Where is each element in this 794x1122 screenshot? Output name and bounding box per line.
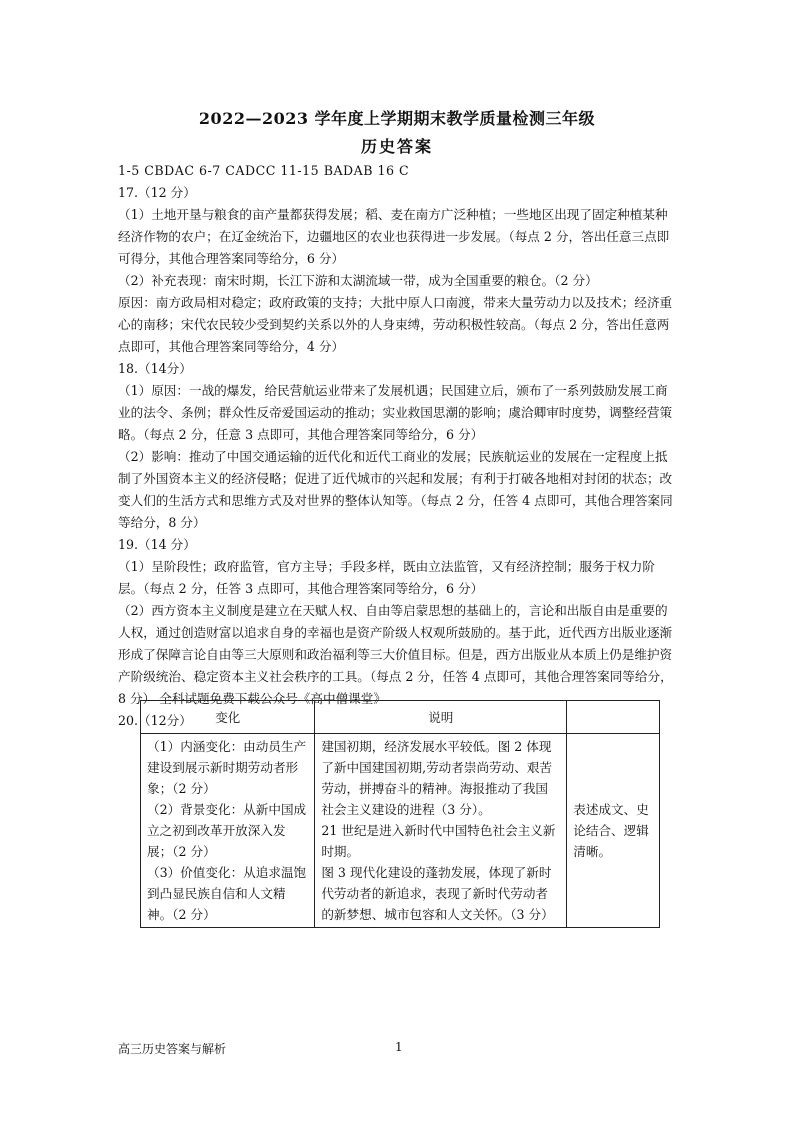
- q19-part2-text: （2）西方资本主义制度是建立在天赋人权、自由等启蒙思想的基础上的，言论和出版自由是重要的人权，通过创造财富以追求自身的幸福也是资产阶级人权观所鼓励的。基于此，近代西方出版业逐渐形成了保障言论自由等三大原则和政治福利等三大价值目标。但是，西方出版业从本质上仍是维护资产阶级统治、稳定资本主义社会秩序的工具。（每点 2 分，任答 4 点即可，其他合理答案同等给分，8 分）: [118, 603, 673, 706]
- page-title: 2022—2023 学年度上学期期末教学质量检测三年级: [198, 109, 596, 128]
- table-header-row: [141, 701, 660, 734]
- table-row: [141, 734, 660, 928]
- table-cell-criteria: 表述成文、史论结合、逻辑清晰。: [567, 734, 660, 928]
- explanation-item-1: 建国初期，经济发展水平较低。图 2 体现了新中国建国初期,劳动者崇尚劳动、艰苦劳动，拼搏奋斗的精神。海报推动了我国社会主义建设的进程（3 分）。: [321, 739, 553, 817]
- table-cell-changes: [141, 734, 315, 928]
- explanation-item-3: 图 3 现代化建设的蓬勃发展，体现了新时代劳动者的新追求，表现了新时代劳动者的新梦想、城市包容和人文关怀。（3 分）: [321, 865, 554, 922]
- q18-part2: （2）影响：推动了中国交通运输的近代化和近代工商业的发展；民族航运业的发展在一定程度上抵制了外国资本主义的经济侵略；促进了近代城市的兴起和发展；有利于打破各地相对封闭的状态；改变人们的生活方式和思维方式及对世界的整体认知等。（每点 2 分，任答 4 点即可，其他合理答案同等给分，8 分）: [118, 449, 673, 530]
- q19-part1: （1）呈阶段性；政府监管，官方主导；手段多样，既由立法监管，又有经济控制；服务于权力阶层。（每点 2 分，任答 3 点即可，其他合理答案同等给分，6 分）: [118, 559, 655, 596]
- q20-answer-table: [140, 700, 660, 928]
- q20-header: 20.（12分）: [118, 713, 192, 728]
- page-subtitle: 历史答案: [360, 137, 433, 156]
- watermark-text: 全科试题免费下载公众号《高中僧课堂》: [159, 691, 386, 706]
- q17-header: 17.（12 分）: [118, 185, 196, 200]
- answer-content: [118, 160, 678, 732]
- q17-part1: （1）土地开垦与粮食的亩产量都获得发展；稻、麦在南方广泛种植；一些地区出现了固定种植某种经济作物的农户；在辽金统治下，边疆地区的农业也获得进一步发展。（每点 2 分，答出任意三点即可得分，其他合理答案同等给分，6 分）: [118, 207, 670, 266]
- table-cell-explanation: [315, 734, 567, 928]
- choice-answers: 1-5 CBDAC 6-7 CADCC 11-15 BADAB 16 C: [118, 163, 410, 178]
- page-number: 1: [395, 1040, 403, 1054]
- q17-part3: 原因：南方政局相对稳定；政府政策的支持；大批中原人口南渡，带来大量劳动力以及技术；经济重心的南移；宋代农民较少受到契约关系以外的人身束缚，劳动积极性较高。（每点 2 分，答出任意两点即可，其他合理答案同等给分，4 分）: [118, 295, 673, 354]
- q19-header: 19.（14 分）: [118, 537, 196, 552]
- change-item-1: （1）内涵变化：由动员生产建设到展示新时期劳动者形象；（2 分）: [147, 739, 307, 796]
- table-header-change: 变化: [141, 701, 315, 734]
- table-header-blank: [567, 701, 660, 734]
- change-item-2: （2）背景变化：从新中国成立之初到改革开放深入发展；（2 分）: [147, 802, 307, 859]
- q17-part2: （2）补充表现：南宋时期，长江下游和太湖流域一带，成为全国重要的粮仓。（2 分）: [118, 273, 598, 288]
- q18-part1: （1）原因：一战的爆发，给民营航运业带来了发展机遇；民国建立后，颁布了一系列鼓励发展工商业的法令、条例；群众性反帝爱国运动的推动；实业救国思潮的影响；虞洽卿审时度势，调整经营策略。（每点 2 分，任意 3 点即可，其他合理答案同等给分，6 分）: [118, 383, 673, 442]
- change-item-3: （3）价值变化：从追求温饱到凸显民族自信和人文精神。（2 分）: [147, 865, 307, 922]
- footer-label: 高三历史答案与解析: [118, 1042, 227, 1056]
- table-header-explanation: 说明: [315, 701, 567, 734]
- explanation-item-2: 21 世纪是进入新时代中国特色社会主义新时期。: [321, 823, 556, 859]
- q18-header: 18.（14分）: [118, 361, 192, 376]
- q19-part2: [118, 600, 678, 710]
